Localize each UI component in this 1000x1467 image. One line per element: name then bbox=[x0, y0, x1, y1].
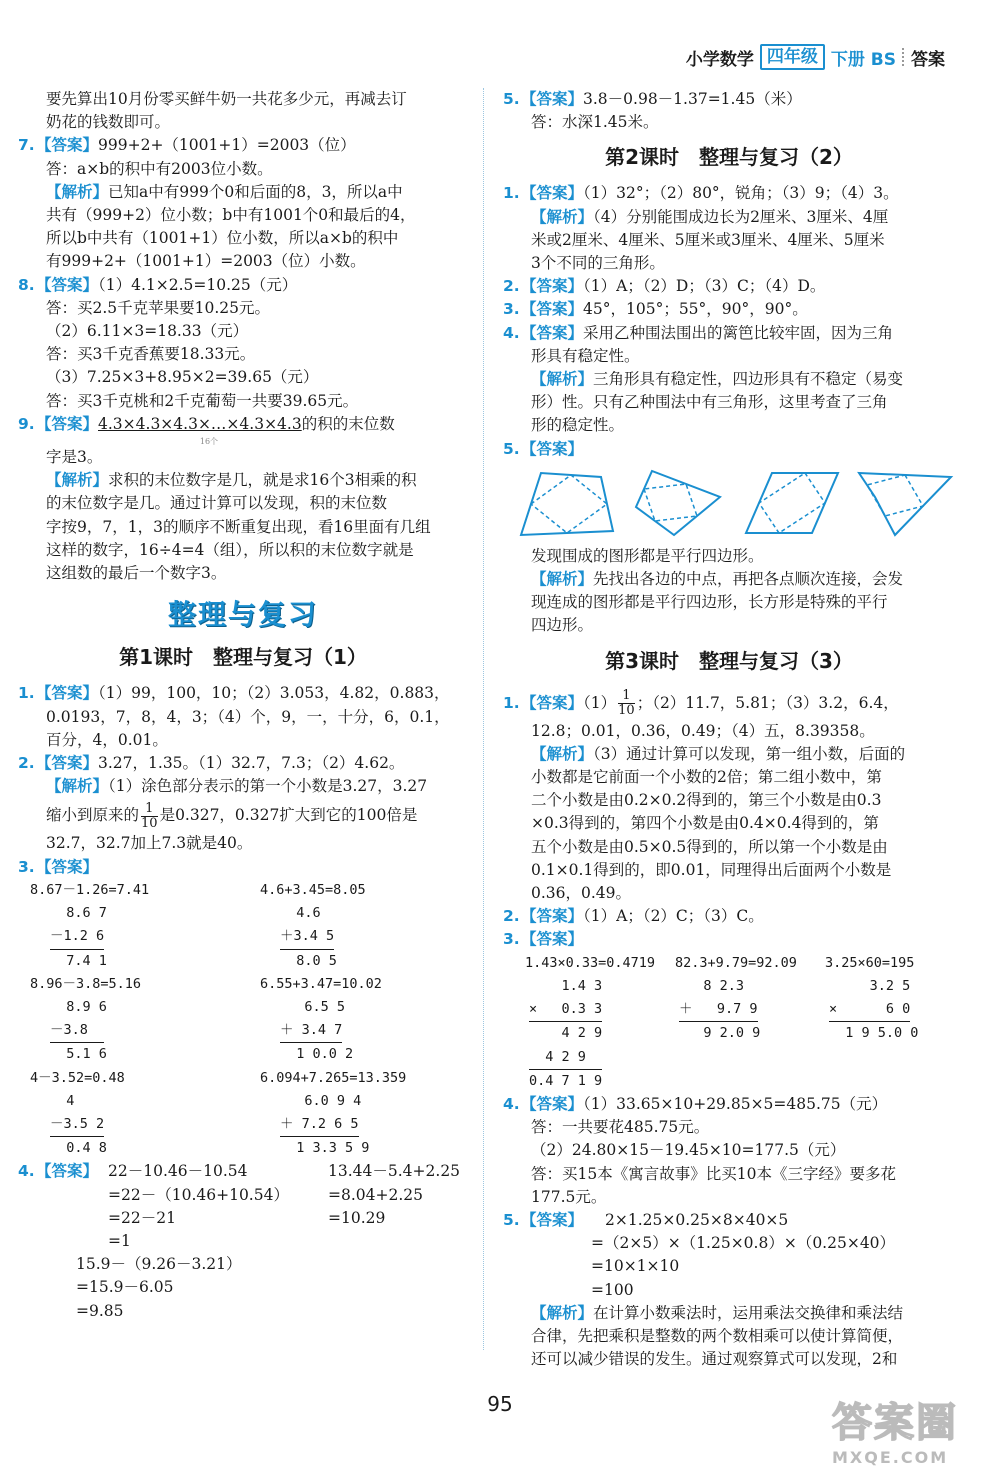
q8-line: 答：买2.5千克苹果要10.25元。 bbox=[46, 298, 271, 317]
vertical-calc: 4.6+3.45=8.05 4.6 ＋3.4 5 8.0 5 bbox=[260, 881, 366, 969]
s3q5-line: 合律，先把乘积是整数的两个数相乘可以使计算简便， bbox=[531, 1326, 904, 1345]
s2q2-answer: 2.【答案】（1）A；（2）D；（3）C；（4）D。 bbox=[503, 277, 826, 296]
section-title-lesson2: 第2课时 整理与复习（2） bbox=[605, 145, 853, 170]
s3q1-line: 五个小数是由0.5×0.5得到的，所以第一个小数是由 bbox=[531, 837, 888, 856]
q9-brace-label: 16个 bbox=[199, 436, 219, 446]
quadrilateral-figure-1 bbox=[517, 467, 617, 539]
q8-line: （2）6.11×3=18.33（元） bbox=[46, 322, 249, 341]
s1q1-line: 百分，4，0.01。 bbox=[46, 730, 168, 749]
q5-answer: 5.【答案】3.8－0.98－1.37=1.45（米） bbox=[503, 90, 802, 108]
s2q3-answer: 3.【答案】45°，105°；55°，90°，90°。 bbox=[503, 300, 808, 319]
header-separator bbox=[902, 48, 905, 66]
vertical-calc: 82.3+9.79=92.09 8 2.3 ＋ 9.7 9 9 2.0 9 bbox=[675, 954, 797, 1042]
s3q5-line: =100 bbox=[591, 1280, 634, 1299]
q9-line: 这样的数字，16÷4=4（组），所以积的末位数字就是 bbox=[46, 540, 414, 559]
s1q2-answer: 2.【答案】3.27，1.35。（1）32.7，7.3；（2）4.62。 bbox=[18, 754, 405, 773]
s3q1-line: 0.36，0.49。 bbox=[531, 884, 632, 903]
s3q4-line: （2）24.80×15－19.45×10=177.5（元） bbox=[531, 1141, 846, 1160]
s3q1-analysis: 【解析】（3）通过计算可以发现，第一组小数，后面的 bbox=[531, 744, 906, 763]
s2q5-line: 四边形。 bbox=[531, 616, 594, 635]
s2q1-line: 米或2厘米、4厘米、5厘米或3厘米、4厘米、5厘米 bbox=[531, 230, 885, 249]
intro-line: 奶花的钱数即可。 bbox=[46, 113, 171, 132]
q9-line: 的末位数字是几。通过计算可以发现，积的末位数 bbox=[46, 494, 388, 513]
column-divider bbox=[483, 88, 484, 1350]
q8-line: （3）7.25×3+8.95×2=39.65（元） bbox=[46, 368, 319, 387]
fraction: $\frac{1}{10}$ bbox=[618, 688, 635, 719]
q9-analysis: 【解析】求积的末位数字是几，就是求16个3相乘的积 bbox=[46, 471, 417, 490]
s1q3-answer: 3.【答案】 bbox=[18, 857, 99, 876]
s1q4-answer: 4. 【答案】 22－10.46－10.54 =22－（10.46+10.54） =22－21 =1 13.44－5.4+2.25 =8.04+2.25 =10.29 bbox=[18, 1160, 468, 1253]
s1q1-answer: 1.【答案】（1）99，100，10；（2）3.053，4.82，0.883， bbox=[18, 684, 450, 703]
vertical-calc: 8.67－1.26=7.41 8.6 7 －1.2 6 7.4 1 bbox=[30, 881, 150, 969]
s2q4-line: 形的稳定性。 bbox=[531, 416, 625, 435]
s1q1-line: 0.0193，7，8，4，3；（4）个，9，一，十分，6，0.1， bbox=[46, 707, 450, 726]
q7-line: 共有（999+2）位小数；b中有1001个0和最后的4， bbox=[46, 206, 416, 225]
s2q4-answer: 4.【答案】采用乙种围法围出的篱笆比较牢固，因为三角 bbox=[503, 323, 894, 342]
s3q4-line: 177.5元。 bbox=[531, 1187, 607, 1206]
page-header bbox=[686, 44, 945, 70]
s1q4-calc-c: 15.9－（9.26－3.21） =15.9－6.05 =9.85 bbox=[76, 1255, 242, 1320]
q9-answer: 9.【答案】4.3×4.3×4.3×…×4.3×4.3 16个 的积的末位数 bbox=[18, 413, 468, 436]
s3q4-answer: 4.【答案】（1）33.65×10+29.85×5=485.75（元） bbox=[503, 1094, 888, 1113]
s3q5-line: 还可以减少错误的发生。通过观察算式可以发现，2和 bbox=[531, 1350, 898, 1369]
header-volume: 下册 BS bbox=[830, 49, 896, 70]
fraction: $\frac{1}{10}$ bbox=[141, 800, 158, 831]
s2q5-line: 现连成的图形都是平行四边形，长方形是特殊的平行 bbox=[531, 593, 888, 612]
s3q4-line: 答：买15本《寓言故事》比买10本《三字经》要多花 bbox=[531, 1164, 896, 1183]
s1q4-calc-a: 22－10.46－10.54 =22－（10.46+10.54） =22－21 =1 bbox=[108, 1162, 289, 1250]
s2q5-analysis: 【解析】先找出各边的中点，再把各点顺次连接，会发 bbox=[531, 570, 904, 589]
s1q3-calculations bbox=[18, 879, 468, 1160]
s3q3-answer: 3.【答案】 bbox=[503, 930, 584, 949]
s3q1-answer: 1.【答案】（1） $\frac{1}{10}$ ；（2）11.7，5.81；（3）3.2，6.4， bbox=[503, 688, 899, 719]
q9-line: 字按9，7，1，3的顺序不断重复出现，看16里面有几组 bbox=[46, 517, 431, 536]
page-number: 95 bbox=[487, 1392, 513, 1416]
s1q2-line: 32.7，32.7加上7.3就是40。 bbox=[46, 834, 253, 853]
s3q4-line: 答：一共要花485.75元。 bbox=[531, 1118, 710, 1137]
q7-analysis: 【解析】已知a中有999个0和后面的8，3，所以a中 bbox=[46, 182, 403, 201]
s3q5-answer: 5.【答案】 2×1.25×0.25×8×40×5 bbox=[503, 1210, 789, 1229]
s3q1-line: 小数都是它前面一个小数的2倍；第二组小数中，第 bbox=[531, 768, 882, 787]
right-column bbox=[503, 88, 955, 1371]
s1q4-calc-b: 13.44－5.4+2.25 =8.04+2.25 =10.29 bbox=[328, 1162, 461, 1227]
vertical-calc: 6.55+3.47=10.02 6.5 5 ＋ 3.4 7 1 0.0 2 bbox=[260, 975, 382, 1063]
q7-line: 所以b中共有（1001+1）位小数，所以a×b的积中 bbox=[46, 229, 399, 248]
q7-line: 答：a×b的积中有2003位小数。 bbox=[46, 159, 273, 178]
q8-line: 答：买3千克香蕉要18.33元。 bbox=[46, 345, 256, 364]
q8-line: 答：买3千克桃和2千克葡萄一共要39.65元。 bbox=[46, 391, 359, 410]
intro-line: 要先算出10月份零买鲜牛奶一共花多少元，再减去订 bbox=[46, 90, 407, 108]
q7-line: 有999+2+（1001+1）=2003（位）小数。 bbox=[46, 252, 366, 271]
vertical-calc: 8.96－3.8=5.16 8.9 6 －3.8 5.1 6 bbox=[30, 975, 142, 1063]
s2q1-line: 3个不同的三角形。 bbox=[531, 254, 665, 273]
s2q5-answer: 5.【答案】 bbox=[503, 439, 584, 458]
vertical-calc: 3.25×60=195 3.2 5 × 6 0 1 9 5.0 0 bbox=[825, 954, 919, 1042]
big-section-title: 整理与复习 bbox=[167, 598, 318, 632]
quadrilateral-figure-4 bbox=[855, 467, 955, 539]
q9-line: 这组数的最后一个数字3。 bbox=[46, 564, 227, 583]
midpoint-figures bbox=[503, 467, 955, 539]
watermark-logo bbox=[832, 1391, 982, 1467]
s2q5-line: 发现围成的图形都是平行四边形。 bbox=[531, 546, 764, 565]
header-subject: 小学数学 bbox=[685, 49, 754, 70]
s2q4-line: 形具有稳定性。 bbox=[531, 346, 640, 365]
s1q2-line: 缩小到原来的 $\frac{1}{10}$ 是0.327，0.327扩大到它的100倍是 bbox=[46, 800, 418, 831]
header-answers: 答案 bbox=[911, 49, 945, 70]
vertical-calc: 4－3.52=0.48 4 －3.5 2 0.4 8 bbox=[30, 1069, 125, 1157]
s2q4-analysis: 【解析】三角形具有稳定性，四边形具有不稳定（易变 bbox=[531, 370, 904, 389]
s2q1-analysis: 【解析】（4）分别能围成边长为2厘米、3厘米、4厘 bbox=[531, 207, 889, 226]
s3q3-calculations bbox=[503, 952, 955, 1093]
s3q1-line: 二个小数是由0.2×0.2得到的，第三个小数是由0.3 bbox=[531, 791, 882, 810]
section-title-lesson1: 第1课时 整理与复习（1） bbox=[119, 645, 367, 670]
s3q1-line: 0.1×0.1得到的，即0.01，同理得出后面两个小数是 bbox=[531, 860, 892, 879]
s2q4-line: 形）性。只有乙种围法中有三角形，这里考查了三角 bbox=[531, 393, 888, 412]
s3q5-analysis: 【解析】在计算小数乘法时，运用乘法交换律和乘法结 bbox=[531, 1303, 904, 1322]
quadrilateral-figure-3 bbox=[742, 467, 842, 539]
q8-answer: 8.【答案】（1）4.1×2.5=10.25（元） bbox=[18, 275, 298, 294]
watermark-url: MXQE.COM bbox=[832, 1448, 949, 1467]
header-grade-badge: 四年级 bbox=[760, 44, 825, 70]
s1q2-analysis: 【解析】（1）涂色部分表示的第一个小数是3.27，3.27 bbox=[46, 777, 428, 796]
s3q1-line: ×0.3得到的，第四个小数是由0.4×0.4得到的，第 bbox=[531, 814, 879, 833]
watermark-text: 答案圈 bbox=[832, 1400, 958, 1446]
s3q5-line: =（2×5）×（1.25×0.8）×（0.25×40） bbox=[591, 1234, 896, 1253]
s3q2-answer: 2.【答案】（1）A；（2）C；（3）C。 bbox=[503, 907, 764, 926]
vertical-calc: 6.094+7.265=13.359 6.0 9 4 ＋ 7.2 6 5 1 3.3 5 9 bbox=[260, 1069, 407, 1157]
q9-line: 字是3。 bbox=[46, 448, 103, 467]
q7-answer: 7.【答案】999+2+（1001+1）=2003（位） bbox=[18, 136, 356, 155]
q9-expression: 4.3×4.3×4.3×…×4.3×4.3 bbox=[98, 414, 302, 433]
left-column bbox=[18, 88, 468, 1323]
vertical-calc: 1.43×0.33=0.4719 1.4 3 × 0.3 3 4 2 9 4 2 9 0.4 7 1 9 bbox=[525, 954, 656, 1089]
s3q5-line: =10×1×10 bbox=[591, 1257, 680, 1276]
q5-line: 答：水深1.45米。 bbox=[531, 113, 659, 132]
s2q1-answer: 1.【答案】（1）32°；（2）80°，锐角；（3）9；（4）3。 bbox=[503, 184, 899, 203]
quadrilateral-figure-2 bbox=[630, 467, 730, 539]
s3q1-line: 12.8；0.01，0.36，0.49；（4）五，8.39358。 bbox=[531, 721, 875, 740]
section-title-lesson3: 第3课时 整理与复习（3） bbox=[605, 648, 853, 673]
